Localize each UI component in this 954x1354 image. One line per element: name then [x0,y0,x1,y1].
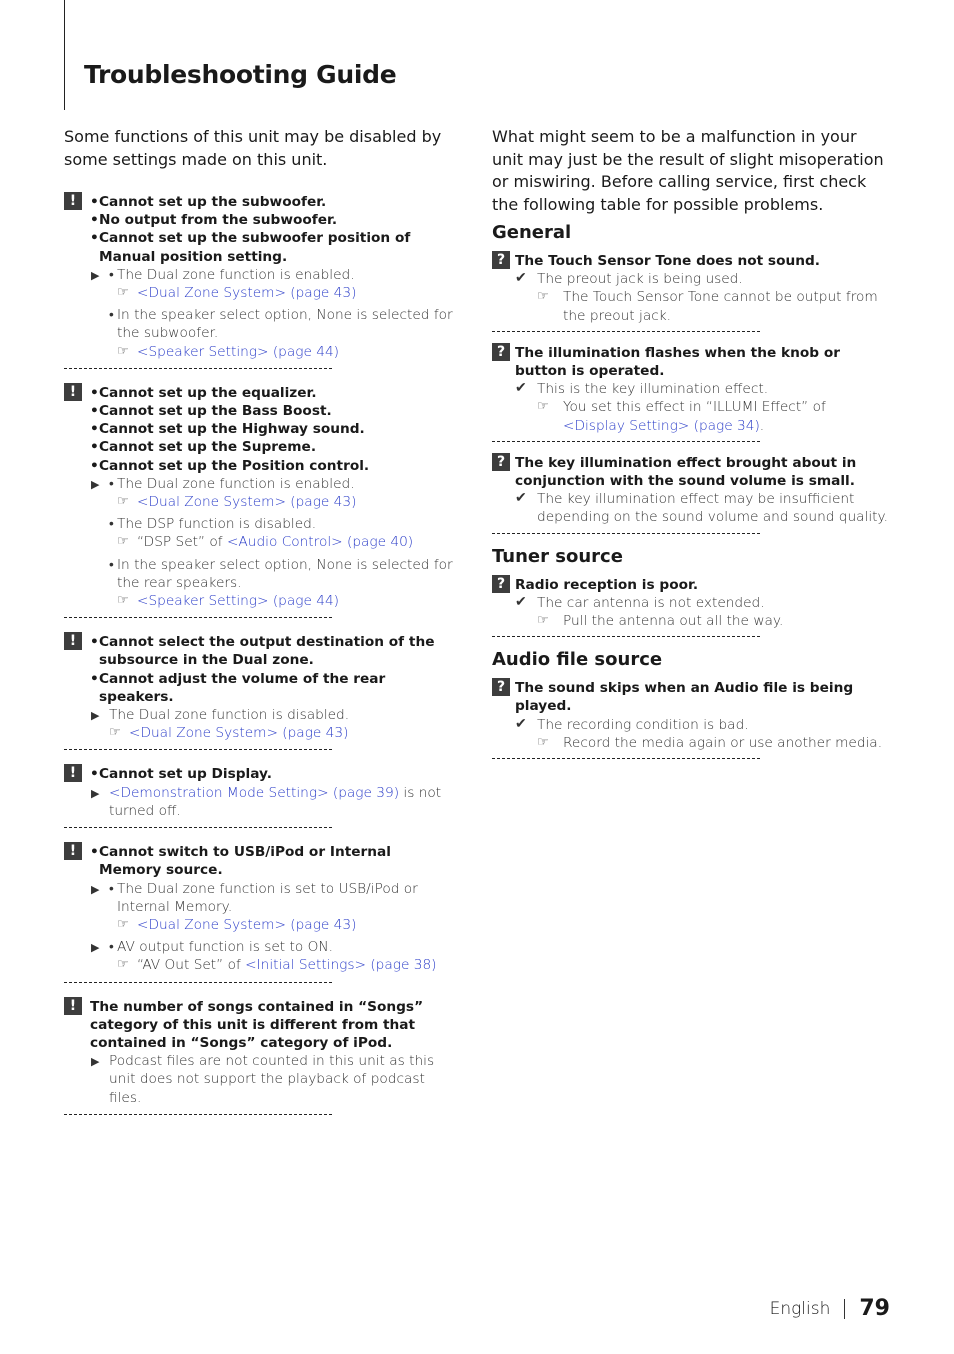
cause: • In the speaker select option, None is selected for the subwoofer. [64,306,456,342]
link-initial-settings[interactable]: <Initial Settings> (page 38) [245,957,437,974]
problem: • Cannot set up the Highway sound. [90,420,456,438]
pointing-hand-icon: ☞ [537,399,549,415]
problem: The illumination flashes when the knob or button is operated. [515,344,840,380]
header-rule [64,0,65,110]
footer-separator [844,1299,845,1319]
cause: • ▶ The Dual zone function is enabled. [64,266,456,284]
trouble-block-radio [492,574,892,631]
divider [492,758,760,759]
question-icon: ? [492,678,510,696]
exclamation-icon: ! [64,764,82,782]
link-display-setting[interactable]: <Display Setting> (page 34) [563,417,760,434]
problem-list [90,384,456,475]
question-icon: ? [492,251,510,269]
cause: • The DSP function is disabled. [64,515,456,533]
problem: • Cannot set up Display. [90,765,456,783]
cause: ✔ The recording condition is bad. [515,715,749,733]
pointing-hand-icon: ☞ [117,957,129,973]
cause: • In the speaker select option, None is selected for the rear speakers. [64,556,456,592]
trouble-block-touch-tone [492,250,892,325]
right-column [492,126,892,769]
problem: • Cannot switch to USB/iPod or Internal Memory source. [90,843,456,879]
remedy: ☞ “DSP Set” of <Audio Control> (page 40) [117,534,414,551]
pointing-hand-icon: ☞ [117,494,129,510]
triangle-icon: ▶ [91,709,100,723]
trouble-block-equalizer [64,382,456,618]
remedy: ☞ Pull the antenna out all the way. [537,613,784,630]
problem: • Cannot set up the subwoofer position of Manual position setting. [90,229,456,265]
problem-list [90,765,456,783]
link-speaker-setting[interactable]: <Speaker Setting> (page 44) [137,593,340,610]
language-label: English [769,1298,831,1319]
cause: ▶ <Demonstration Mode Setting> (page 39) is not turned off. [91,784,442,819]
checkmark-icon: ✔ [515,715,527,732]
trouble-block-illumination [492,342,892,435]
problem: The sound skips when an Audio file is being played. [515,680,854,715]
divider [64,1114,332,1115]
section-heading-audio-file: Audio file source [492,649,663,671]
remedy [64,592,456,610]
problem: • Cannot adjust the volume of the rear speakers. [90,670,456,706]
problem: The Touch Sensor Tone does not sound. [515,253,820,269]
trouble-block-key-illumination [492,452,892,527]
link-dual-zone-system[interactable]: <Dual Zone System> (page 43) [129,725,349,742]
page-number: 79 [859,1296,890,1321]
pointing-hand-icon: ☞ [117,916,129,932]
divider [492,533,760,534]
question-icon: ? [492,343,510,361]
exclamation-icon: ! [64,997,82,1015]
problem: Radio reception is poor. [515,576,699,593]
exclamation-icon: ! [64,842,82,860]
problem: • Cannot set up the Position control. [90,457,456,475]
cause: • ▶ The Dual zone function is set to USB/iPod or Internal Memory. [64,880,456,916]
pointing-hand-icon: ☞ [117,285,129,301]
left-column [64,126,456,1128]
pointing-hand-icon: ☞ [109,725,121,741]
cause: ✔ The key illumination effect may be insufficient depending on the sound volume and sound quality. [515,490,889,526]
triangle-icon: ▶ [91,1055,100,1069]
question-icon: ? [492,453,510,471]
pointing-hand-icon: ☞ [117,343,129,359]
remedy: ☞ The Touch Sensor Tone cannot be output from the preout jack. [537,289,878,324]
checkmark-icon: ✔ [515,270,527,287]
link-audio-control[interactable]: <Audio Control> (page 40) [226,534,414,551]
checkmark-icon: ✔ [515,490,527,507]
link-demonstration-mode[interactable]: <Demonstration Mode Setting> (page 39) [109,784,400,801]
divider [492,636,760,637]
section-heading-tuner: Tuner source [492,545,623,567]
pointing-hand-icon: ☞ [537,734,549,750]
problem: • Cannot set up the subwoofer. [90,193,456,211]
problem: • No output from the subwoofer. [90,211,456,229]
triangle-icon: ▶ [91,786,100,800]
trouble-block-dual-zone [64,631,456,750]
cause: ✔ The preout jack is being used. [515,270,743,288]
cause: ▶ Podcast files are not counted in this unit as this unit does not support the playback of podcast files. [91,1053,435,1106]
remedy [64,916,456,934]
problem: • Cannot set up the Supreme. [90,438,456,456]
divider [64,982,332,983]
checkmark-icon: ✔ [515,380,527,397]
left-intro: Some functions of this unit may be disabled by some settings made on this unit. [64,127,442,169]
triangle-icon: • ▶ [91,882,100,896]
trouble-block-songs [64,996,456,1115]
divider [64,827,332,828]
triangle-icon: • ▶ [91,941,100,955]
remedy [64,493,456,511]
trouble-block-subwoofer [64,191,456,369]
trouble-block-sound-skips [492,677,892,752]
pointing-hand-icon: ☞ [117,534,129,550]
pointing-hand-icon: ☞ [117,593,129,609]
page-title: Troubleshooting Guide [84,60,397,89]
link-dual-zone-system[interactable]: <Dual Zone System> (page 43) [137,916,357,933]
problem: • Cannot set up the Bass Boost. [90,402,456,420]
problem: The number of songs contained in “Songs” category of this unit is different from that contained in “Songs” category of iPod. [90,998,424,1051]
link-speaker-setting[interactable]: <Speaker Setting> (page 44) [137,343,340,360]
trouble-block-source-switch [64,841,456,982]
cause: ✔ The car antenna is not extended. [515,593,765,611]
problem: • Cannot select the output destination of the subsource in the Dual zone. [90,633,456,669]
pointing-hand-icon: ☞ [537,613,549,629]
remedy: ☞ “AV Out Set” of <Initial Settings> (page 38) [117,957,437,974]
divider [492,331,760,332]
remedy [64,343,456,361]
link-dual-zone-system[interactable]: <Dual Zone System> (page 43) [137,285,357,302]
divider [64,617,332,618]
remedy [64,724,456,742]
problem-list [90,193,456,266]
problem: • Cannot set up the equalizer. [90,384,456,402]
checkmark-icon: ✔ [515,593,527,610]
remedy [64,284,456,302]
problem: The key illumination effect brought about in conjunction with the sound volume is small. [515,454,857,490]
divider [64,749,332,750]
page-footer [770,1296,890,1321]
trouble-block-display [64,763,456,828]
remedy: ☞ Record the media again or use another media. [537,734,883,751]
exclamation-icon: ! [64,192,82,210]
exclamation-icon: ! [64,383,82,401]
cause: • ▶ AV output function is set to ON. [64,938,456,956]
right-intro: What might seem to be a malfunction in your unit may just be the result of slight misoperation or miswiring. Before calling service, first check the following table for possible problems. [492,127,884,214]
divider [492,441,760,442]
section-heading-general: General [492,222,572,243]
divider [64,368,332,369]
triangle-icon: • ▶ [91,477,100,491]
problem-list [90,633,456,706]
exclamation-icon: ! [64,632,82,650]
question-icon: ? [492,575,510,593]
cause: • ▶ The Dual zone function is enabled. [64,475,456,493]
cause: ▶ The Dual zone function is disabled. [64,706,456,724]
pointing-hand-icon: ☞ [537,289,549,305]
cause: ✔ This is the key illumination effect. [515,380,769,398]
problem-list [90,843,456,879]
triangle-icon: • ▶ [91,268,100,282]
link-dual-zone-system[interactable]: <Dual Zone System> (page 43) [137,494,357,511]
remedy: ☞ You set this effect in “ILLUMI Effect” of <Display Setting> (page 34). [537,399,826,434]
